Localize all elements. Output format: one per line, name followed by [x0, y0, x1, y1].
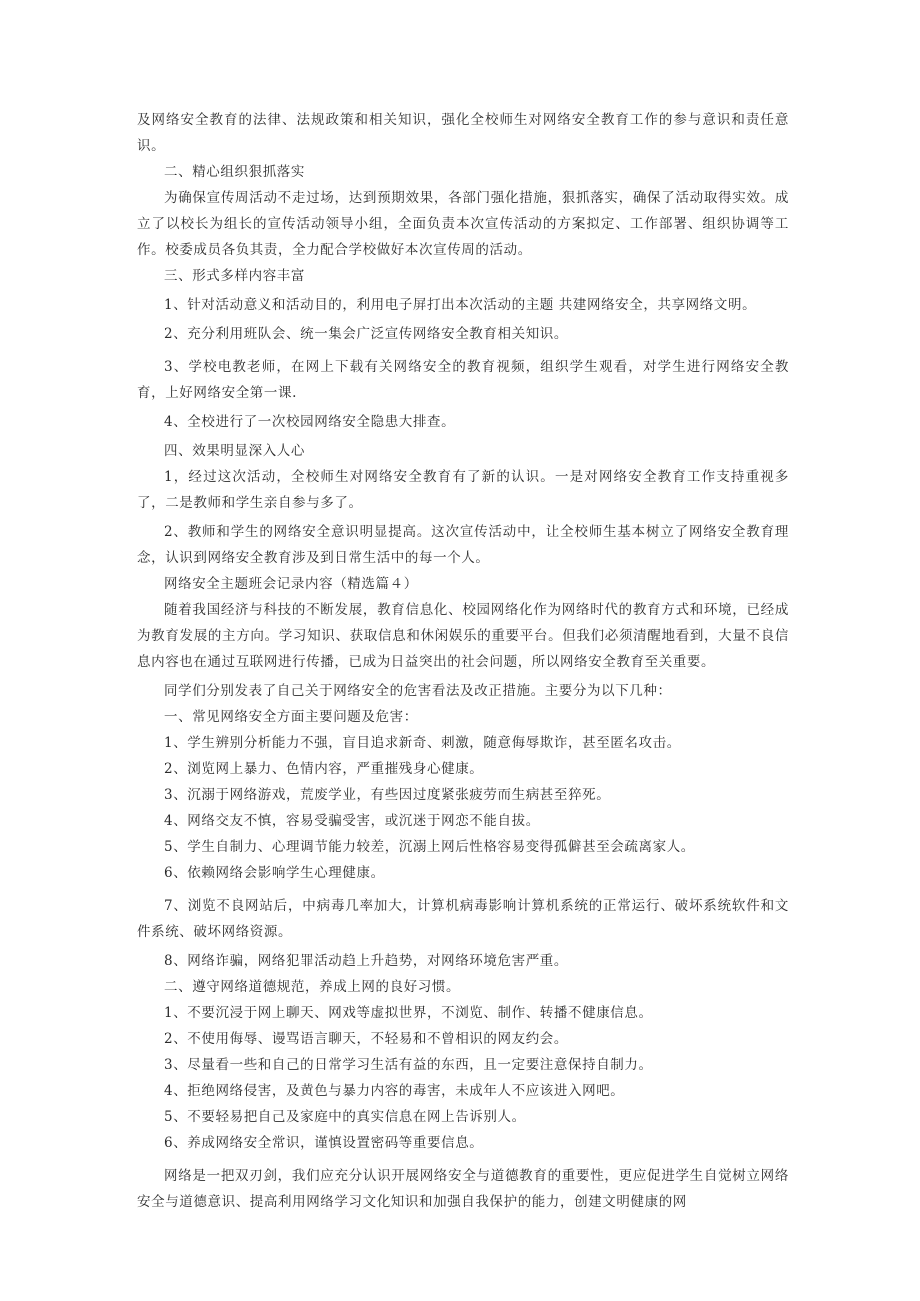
- problem-item-4: 4、网络交友不慎，容易受骗受害，或沉迷于网恋不能自拔。: [164, 813, 540, 829]
- list-item-3-1: 1、针对活动意义和活动目的，利用电子屏打出本次活动的主题 共建网络安全，共享网络文明。: [164, 297, 757, 313]
- list-item-3-3: 3、学校电教老师，在网上下载有关网络安全的教育视频，组织学生观看，对学生进行网络安全教育，上好网络安全第一课.: [137, 359, 789, 401]
- list-item-3-4: 4、全校进行了一次校园网络安全隐患大排查。: [164, 414, 456, 430]
- paragraph-implementation: 为确保宣传周活动不走过场，达到预期效果，各部门强化措施，狠抓落实，确保了活动取得实效。成立了以校长为组长的宣传活动领导小组，全面负责本次宣传活动的方案拟定、工作部署、组织协调等工作。校委成员各负其责，全力配合学校做好本次宣传周的活动。: [137, 190, 789, 258]
- paragraph-conclusion: 网络是一把双刃剑，我们应充分认识开展网络安全与道德教育的重要性，更应促进学生自觉树立网络安全与道德意识、提高利用网络学习文化知识和加强自我保护的能力，创建文明健康的网: [137, 1168, 789, 1210]
- list-item-3-2: 2、充分利用班队会、统一集会广泛宣传网络安全教育相关知识。: [164, 326, 568, 342]
- habit-item-6: 6、养成网络安全常识，谨慎设置密码等重要信息。: [164, 1135, 484, 1151]
- habit-item-5: 5、不要轻易把自己及家庭中的真实信息在网上告诉别人。: [164, 1109, 526, 1125]
- habit-item-2: 2、不使用侮辱、谩骂语言聊天，不轻易和不曾相识的网友约会。: [164, 1031, 568, 1047]
- document-body: [137, 107, 789, 1215]
- habit-item-4: 4、拒绝网络侵害，及黄色与暴力内容的毒害，未成年人不应该进入网吧。: [164, 1083, 625, 1099]
- problem-item-1: 1、学生辨别分析能力不强，盲目追求新奇、刺激，随意侮辱欺诈，甚至匿名攻击。: [164, 735, 681, 751]
- paragraph-summary: 同学们分别发表了自己关于网络安全的危害看法及改正措施。主要分为以下几种：: [164, 683, 672, 699]
- habit-item-3: 3、尽量看一些和自己的日常学习生活有益的东西，且一定要注意保持自制力。: [164, 1057, 653, 1073]
- section-heading-4: 四、效果明显深入人心: [164, 443, 305, 459]
- problem-item-5: 5、学生自制力、心理调节能力较差，沉溺上网后性格容易变得孤僻甚至会疏离家人。: [164, 839, 695, 855]
- section-heading-problems: 一、常见网络安全方面主要问题及危害：: [164, 709, 418, 725]
- section-heading-3: 三、形式多样内容丰富: [164, 268, 305, 284]
- section-heading-habits: 二、遵守网络道德规范，养成上网的良好习惯。: [164, 979, 461, 995]
- section-heading-2: 二、精心组织狠抓落实: [164, 164, 305, 180]
- problem-item-6: 6、依赖网络会影响学生心理健康。: [164, 865, 385, 881]
- problem-item-2: 2、浏览网上暴力、色情内容，严重摧残身心健康。: [164, 761, 484, 777]
- list-item-4-2: 2、教师和学生的网络安全意识明显提高。这次宣传活动中，让全校师生基本树立了网络安全教育理念，认识到网络安全教育涉及到日常生活中的每一个人。: [137, 524, 789, 566]
- paragraph-continuation: 及网络安全教育的法律、法规政策和相关知识，强化全校师生对网络安全教育工作的参与意识和责任意识。: [137, 112, 789, 154]
- problem-item-7: 7、浏览不良网站后，中病毒几率加大，计算机病毒影响计算机系统的正常运行、破坏系统软件和文件系统、破坏网络资源。: [137, 898, 789, 940]
- article-title: 网络安全主题班会记录内容（精选篇４）: [164, 576, 418, 592]
- list-item-4-1: 1，经过这次活动，全校师生对网络安全教育有了新的认识。一是对网络安全教育工作支持重视多了，二是教师和学生亲自参与多了。: [137, 469, 789, 511]
- problem-item-3: 3、沉溺于网络游戏，荒废学业，有些因过度紧张疲劳而生病甚至猝死。: [164, 787, 611, 803]
- problem-item-8: 8、网络诈骗，网络犯罪活动趋上升趋势，对网络环境危害严重。: [164, 953, 568, 969]
- paragraph-intro: 随着我国经济与科技的不断发展，教育信息化、校园网络化作为网络时代的教育方式和环境，已经成为教育发展的主方向。学习知识、获取信息和休闲娱乐的重要平台。但我们必须清醒地看到，大量不良信息内容也在通过互联网进行传播，已成为日益突出的社会问题，所以网络安全教育至关重要。: [137, 602, 789, 670]
- habit-item-1: 1、不要沉浸于网上聊天、网戏等虚拟世界，不浏览、制作、转播不健康信息。: [164, 1005, 653, 1021]
